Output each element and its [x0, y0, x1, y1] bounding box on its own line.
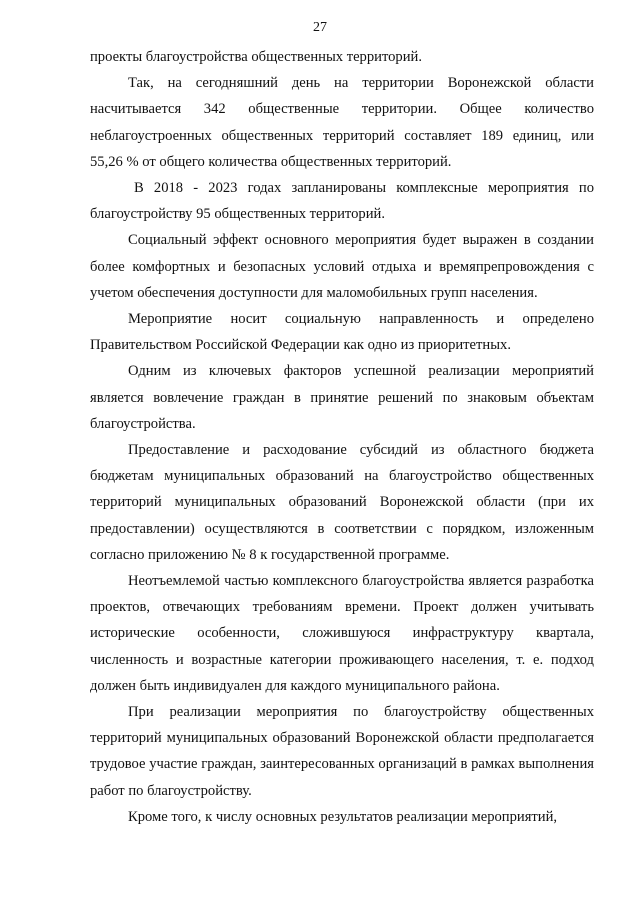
- paragraph-subsidies: Предоставление и расходование субсидий из областного бюджета бюджетам муниципальных образований на благоустройство общественных территорий муниципальных образований Воронежской области (при их предоставлении) осуществляются в соответствии с порядком, изложенным согласно приложению № 8 к государственной программе.: [90, 442, 594, 563]
- paragraph-project-development: Неотъемлемой частью комплексного благоустройства является разработка проектов, отвечающих требованиям времени. Проект должен учитывать исторические особенности, сложившуюся инфраструктуру квартала, численность и возрастные категории проживающего населения, т. е. подход должен быть индивидуален для каждого муниципального района.: [90, 573, 594, 694]
- document-body: [90, 44, 594, 830]
- page-number: 27: [313, 20, 327, 35]
- paragraph-continuation: проекты благоустройства общественных территорий.: [90, 49, 423, 65]
- paragraph-planned-measures: В 2018 - 2023 годах запланированы комплексные мероприятия по благоустройству 95 общественных территорий.: [90, 180, 594, 223]
- paragraph-results: Кроме того, к числу основных результатов реализации мероприятий,: [128, 808, 558, 825]
- paragraph-social-effect: Социальный эффект основного мероприятия будет выражен в создании более комфортных и безопасных условий отдыха и времяпрепровождения с учетом обеспечения доступности для маломобильных групп населения.: [90, 232, 594, 301]
- paragraph-labor-participation: При реализации мероприятия по благоустройству общественных территорий муниципальных образований Воронежской области предполагается трудовое участие граждан, заинтересованных организаций в рамках выполнения работ по благоустройству.: [90, 704, 594, 799]
- paragraph-social-orientation: Мероприятие носит социальную направленность и определено Правительством Российской Федерации как одно из приоритетных.: [90, 311, 594, 354]
- paragraph-citizen-involvement: Одним из ключевых факторов успешной реализации мероприятий является вовлечение граждан в принятие решений по знаковым объектам благоустройства.: [90, 363, 594, 432]
- paragraph-territory-count: Так, на сегодняшний день на территории Воронежской области насчитывается 342 общественные территории. Общее количество неблагоустроенных общественных территорий составляет 189 единиц, или 55,26 % от общего количества общественных территорий.: [90, 75, 594, 170]
